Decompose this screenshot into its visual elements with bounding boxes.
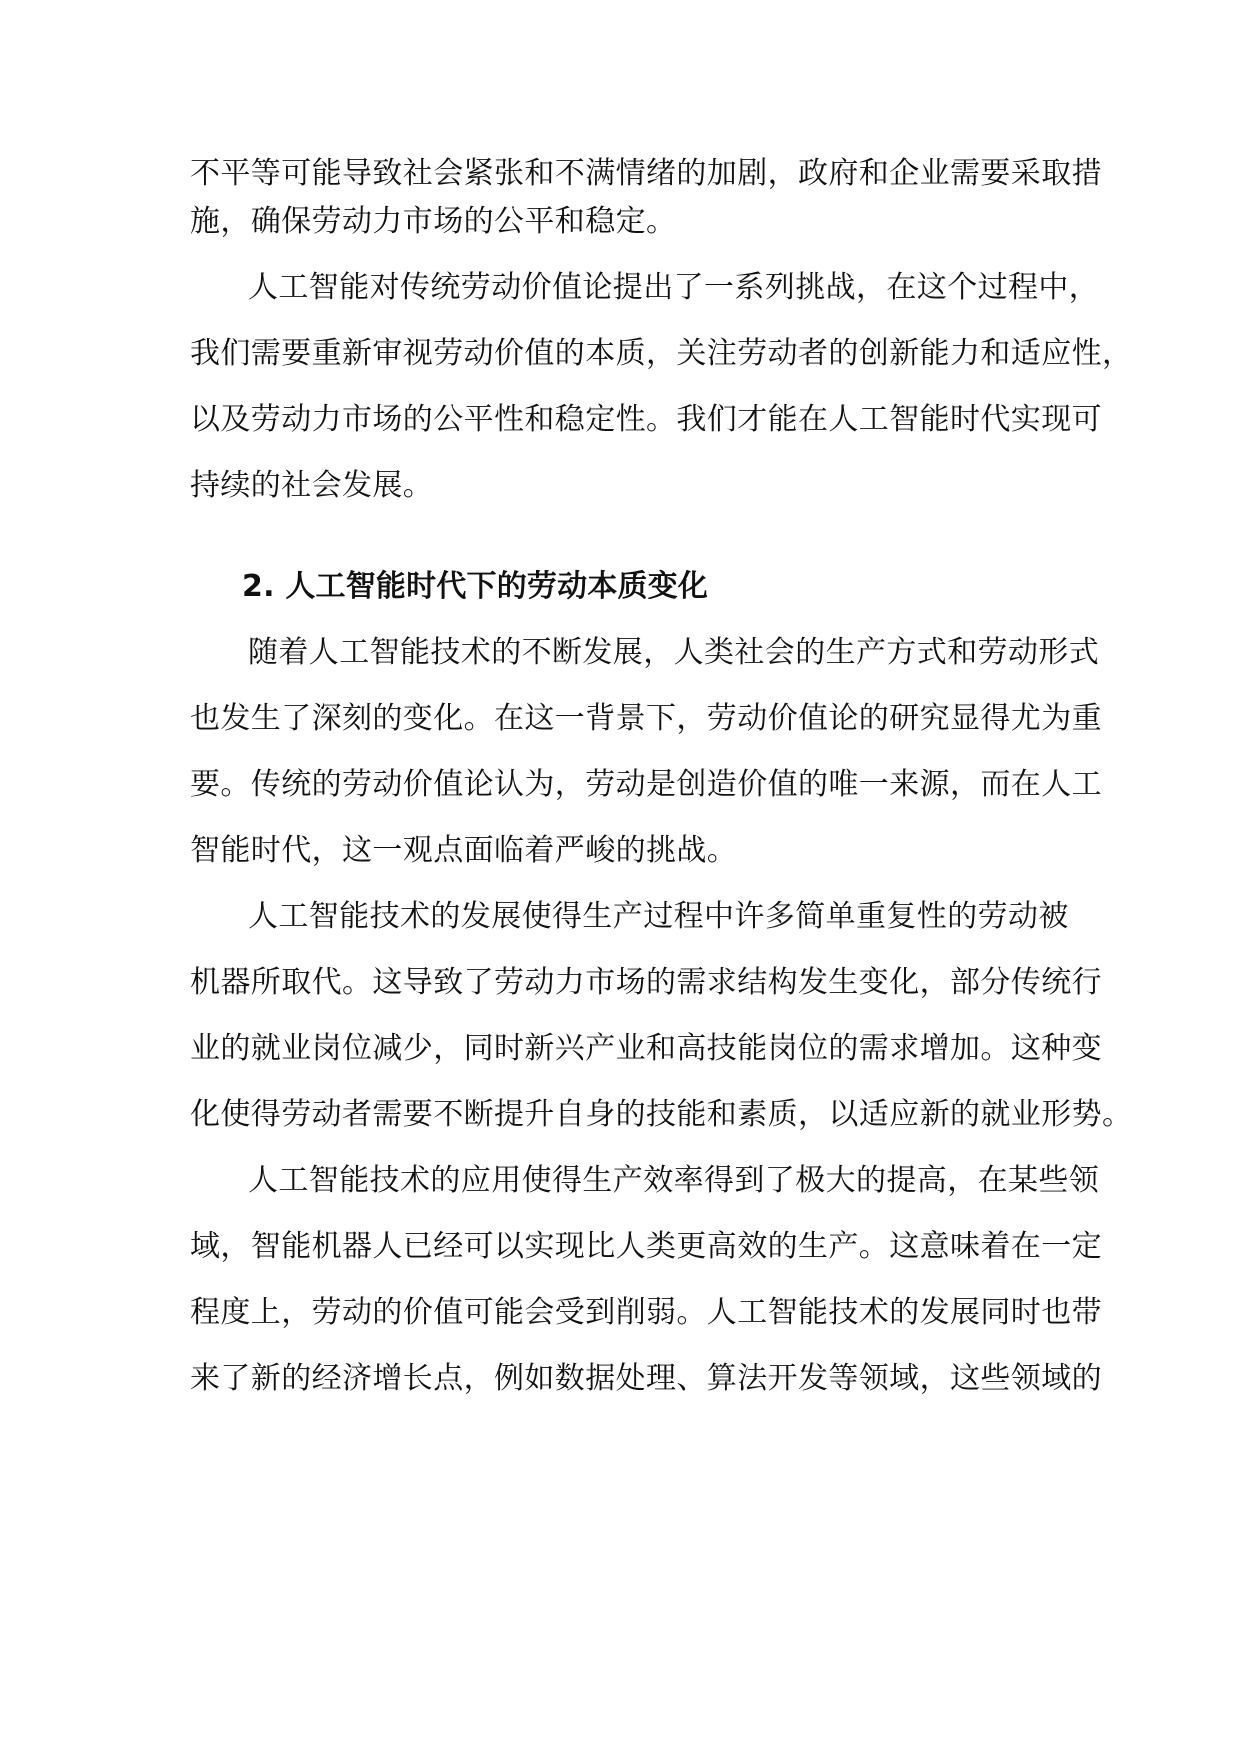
section-paragraph-3-line-4: 来了新的经济增长点，例如数据处理、算法开发等领域，这些领域的 (190, 1361, 1102, 1396)
paragraph-1-line-1: 不平等可能导致社会紧张和不满情绪的加剧，政府和企业需要采取措 (190, 156, 1102, 191)
section-paragraph-2-line-3: 业的就业岗位减少，同时新兴产业和高技能岗位的需求增加。这种变 (190, 1031, 1102, 1066)
section-paragraph-3-line-3: 程度上，劳动的价值可能会受到削弱。人工智能技术的发展同时也带 (190, 1295, 1102, 1330)
section-paragraph-2-line-2: 机器所取代。这导致了劳动力市场的需求结构发生变化，部分传统行 (190, 965, 1102, 1000)
section-heading: 2. 人工智能时代下的劳动本质变化 (242, 569, 709, 604)
section-paragraph-1-line-4: 智能时代，这一观点面临着严峻的挑战。 (190, 833, 738, 868)
paragraph-2-line-3: 以及劳动力市场的公平性和稳定性。我们才能在人工智能时代实现可 (190, 402, 1102, 437)
section-paragraph-1-line-2: 也发生了深刻的变化。在这一背景下，劳动价值论的研究显得尤为重 (190, 701, 1102, 736)
section-paragraph-2-line-4: 化使得劳动者需要不断提升自身的技能和素质，以适应新的就业形势。 (190, 1097, 1133, 1132)
paragraph-2-line-2: 我们需要重新审视劳动价值的本质，关注劳动者的创新能力和适应性， (190, 336, 1133, 371)
section-paragraph-3-line-2: 域，智能机器人已经可以实现比人类更高效的生产。这意味着在一定 (190, 1229, 1102, 1264)
paragraph-2-line-4: 持续的社会发展。 (190, 468, 434, 503)
section-paragraph-3-line-1: 人工智能技术的应用使得生产效率得到了极大的提高，在某些领 (248, 1163, 1100, 1198)
section-paragraph-1-line-1: 随着人工智能技术的不断发展，人类社会的生产方式和劳动形式 (248, 635, 1100, 670)
paragraph-1-line-2: 施，确保劳动力市场的公平和稳定。 (190, 204, 677, 239)
paragraph-2-line-1: 人工智能对传统劳动价值论提出了一系列挑战，在这个过程中， (248, 270, 1100, 305)
section-paragraph-2-line-1: 人工智能技术的发展使得生产过程中许多简单重复性的劳动被 (248, 899, 1069, 934)
section-paragraph-1-line-3: 要。传统的劳动价值论认为，劳动是创造价值的唯一来源，而在人工 (190, 767, 1102, 802)
